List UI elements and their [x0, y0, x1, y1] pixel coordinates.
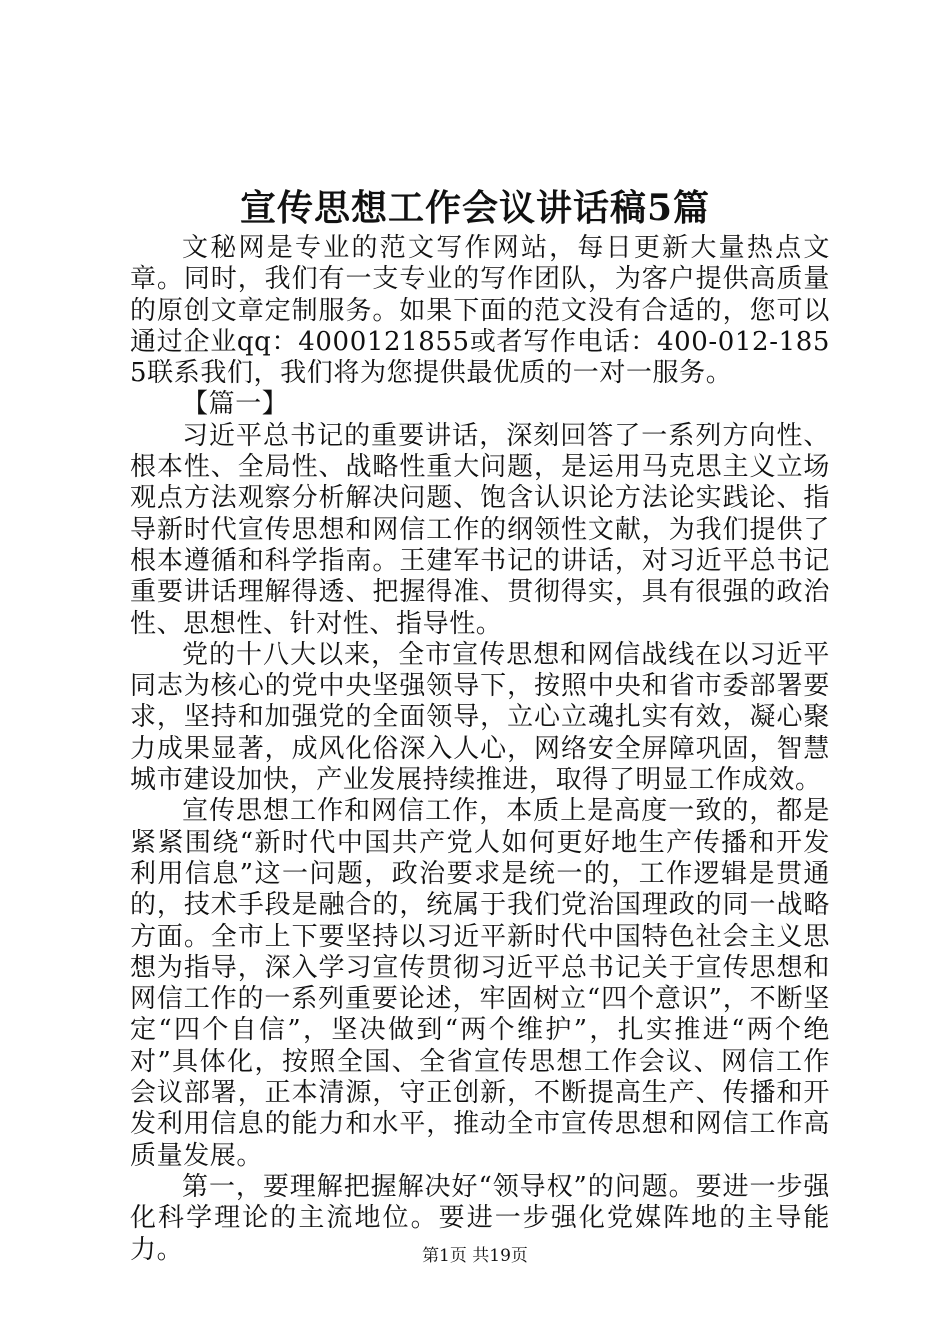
body-paragraph: 第一，要理解把握解决好“领导权”的问题。要进一步强化科学理论的主流地位。要进一步强化党媒阵地的主导能力。	[130, 1171, 830, 1265]
section-heading: 【篇一】	[182, 389, 289, 420]
body-paragraph: 党的十八大以来，全市宣传思想和网信战线在以习近平同志为核心的党中央坚强领导下，按照中央和省市委部署要求，坚持和加强党的全面领导，立心立魂扎实有效，凝心聚力成果显著，成风化俗深入人心，网络安全屏障巩固，智慧城市建设加快，产业发展持续推进，取得了明显工作成效。	[130, 639, 830, 796]
page-number-footer: 第1页 共19页	[422, 1246, 528, 1266]
body-paragraph: 习近平总书记的重要讲话，深刻回答了一系列方向性、根本性、全局性、战略性重大问题，是运用马克思主义立场观点方法观察分析解决问题、饱含认识论方法论实践论、指导新时代宣传思想和网信工作的纲领性文献，为我们提供了根本遵循和科学指南。王建军书记的讲话，对习近平总书记重要讲话理解得透、把握得准、贯彻得实，具有很强的政治性、思想性、针对性、指导性。	[130, 420, 830, 639]
intro-paragraph: 文秘网是专业的范文写作网站，每日更新大量热点文章。同时，我们有一支专业的写作团队，为客户提供高质量的原创文章定制服务。如果下面的范文没有合适的，您可以通过企业qq：4000121855或者写作电话：400-012-1855联系我们，我们将为您提供最优质的一对一服务。	[130, 233, 830, 389]
document-body	[130, 233, 830, 1266]
body-paragraph: 宣传思想工作和网信工作，本质上是高度一致的，都是紧紧围绕“新时代中国共产党人如何更好地生产传播和开发利用信息”这一问题，政治要求是统一的，工作逻辑是贯通的，技术手段是融合的，统属于我们党治国理政的同一战略方面。全市上下要坚持以习近平新时代中国特色社会主义思想为指导，深入学习宣传贯彻习近平总书记关于宣传思想和网信工作的一系列重要论述，牢固树立“四个意识”，不断坚定“四个自信”，坚决做到“两个维护”，扎实推进“两个绝对”具体化，按照全国、全省宣传思想工作会议、网信工作会议部署，正本清源，守正创新，不断提高生产、传播和开发利用信息的能力和水平，推动全市宣传思想和网信工作高质量发展。	[130, 796, 830, 1171]
document-title: 宣传思想工作会议讲话稿5篇	[239, 187, 711, 229]
